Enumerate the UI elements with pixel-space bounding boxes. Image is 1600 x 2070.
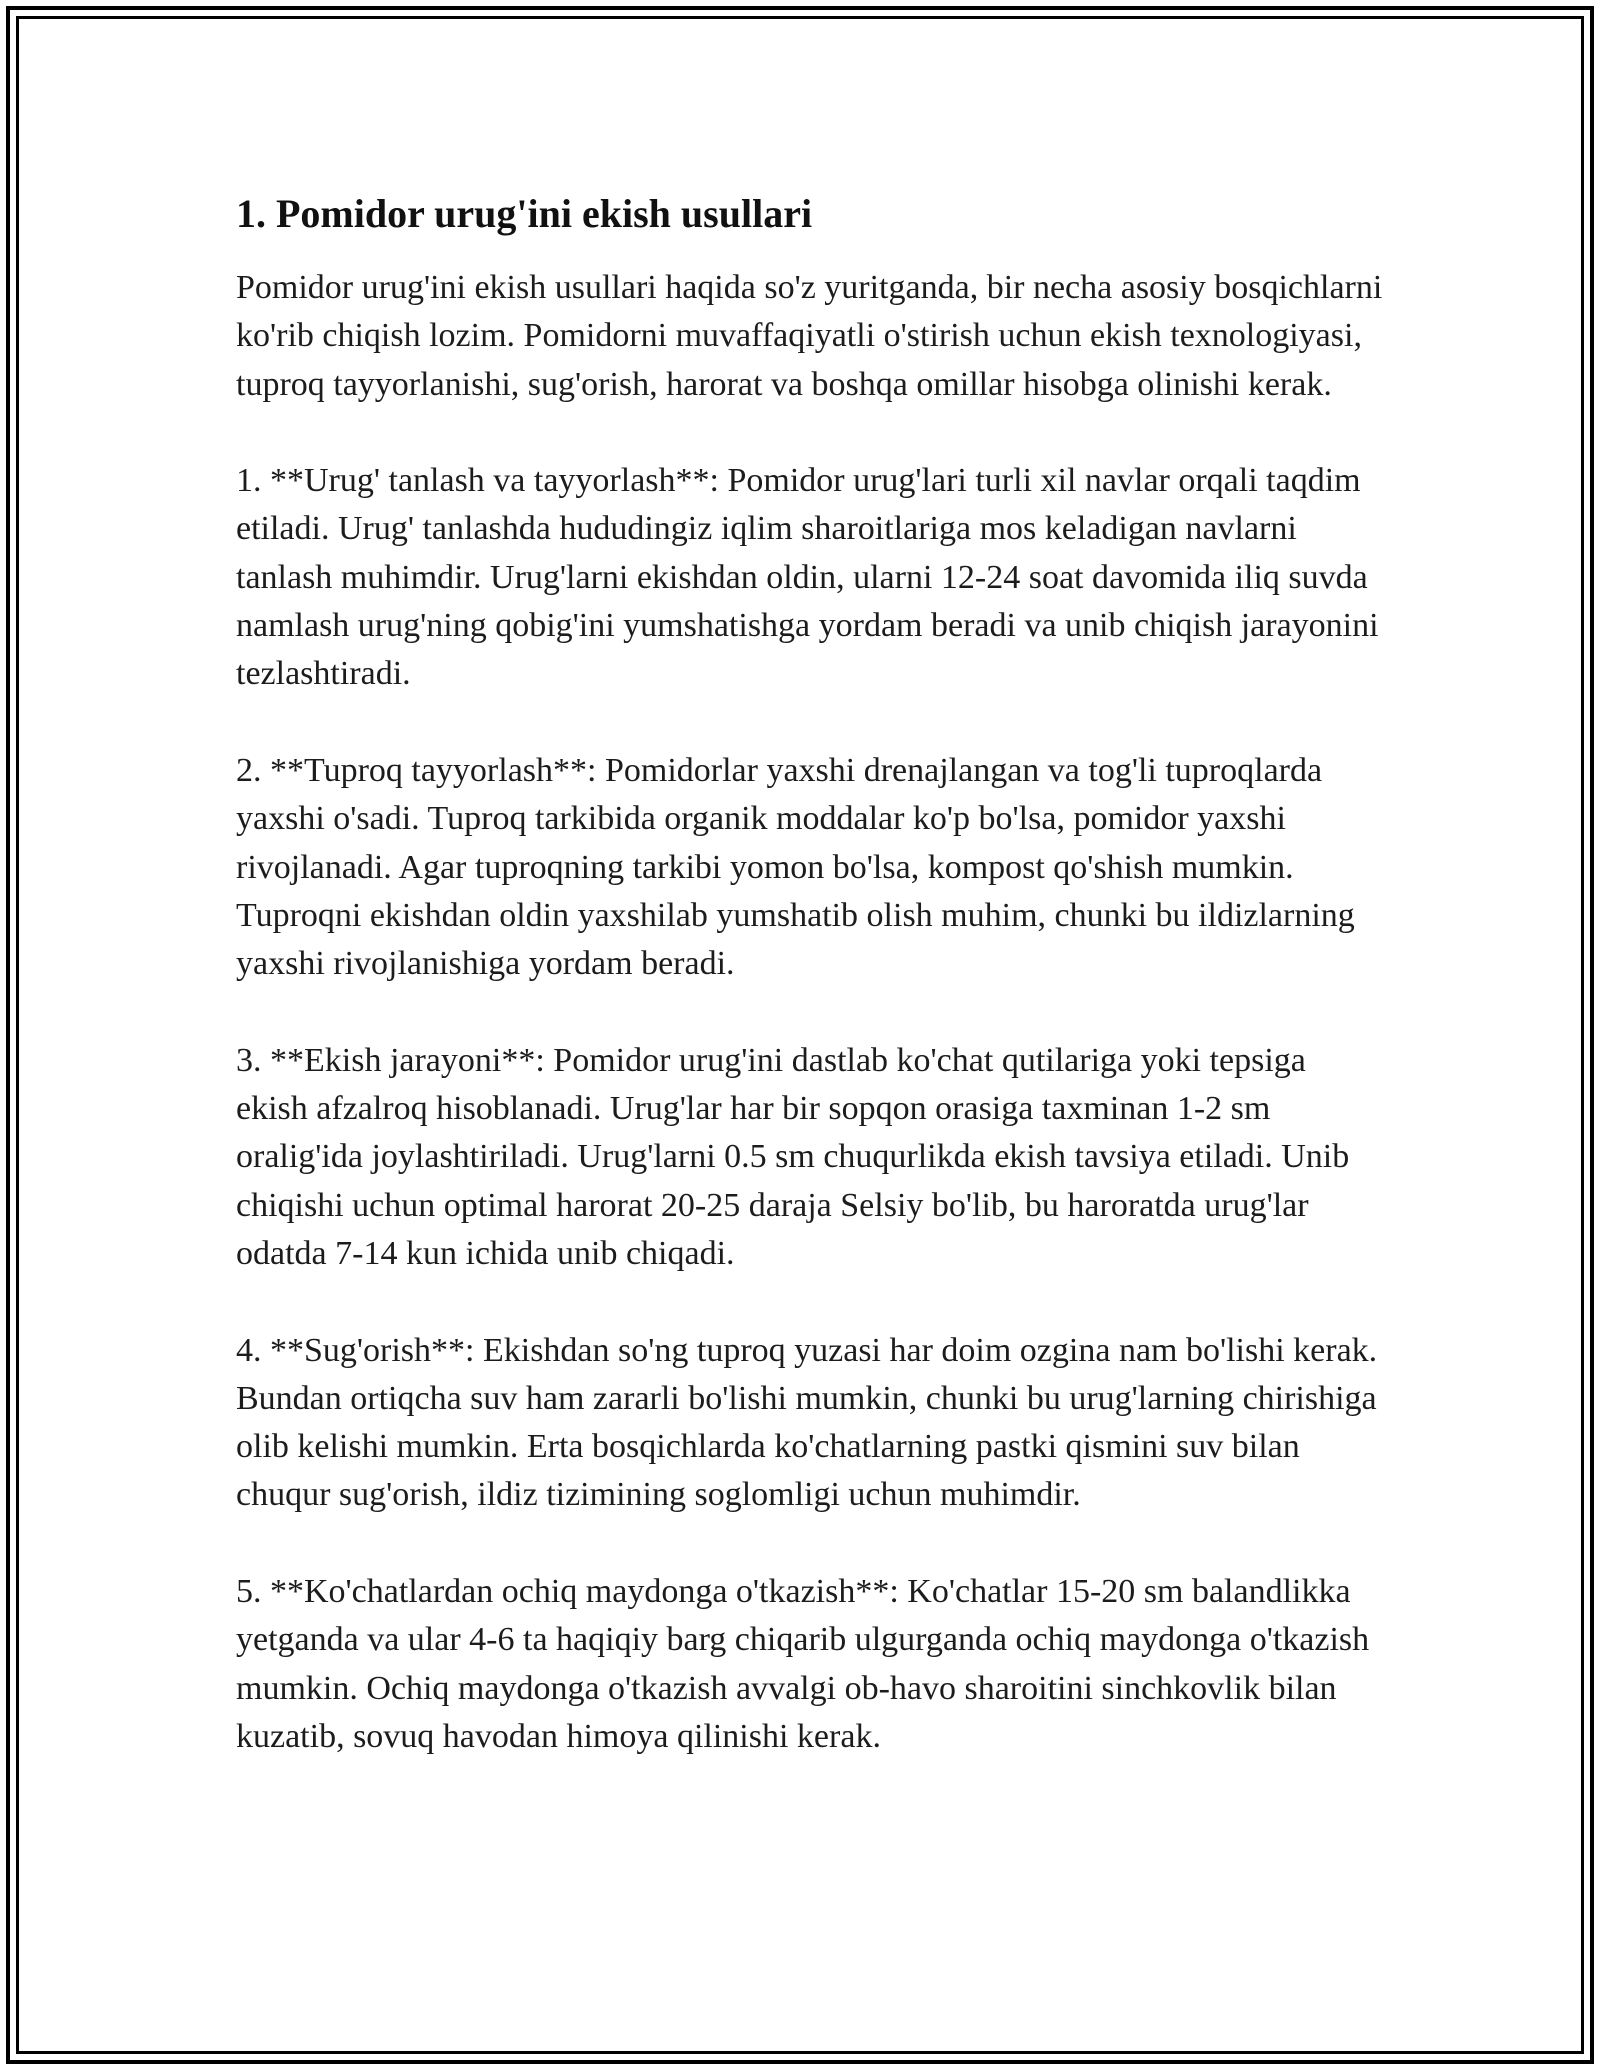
- section-paragraph-watering: 4. **Sug'orish**: Ekishdan so'ng tuproq yuzasi har doim ozgina nam bo'lishi kerak. Bundan ortiqcha suv ham zararli bo'lishi mumkin, chunki bu urug'larning chirishiga olib kelishi mumkin. Erta bosqichlarda ko'chatlarning pastki qismini suv bilan chuqur sug'orish, ildiz tizimining soglomligi uchun muhimdir.: [236, 1331, 1378, 1514]
- intro-paragraph: Pomidor urug'ini ekish usullari haqida so'z yuritganda, bir necha asosiy bosqichlarni ko'rib chiqish lozim. Pomidorni muvaffaqiyatli o'stirish uchun ekish texnologiyasi, tuproq tayyorlanishi, sug'orish, harorat va boshqa omillar hisobga olinishi kerak.: [236, 269, 1383, 403]
- section-paragraph-transplanting: 5. **Ko'chatlardan ochiq maydonga o'tkazish**: Ko'chatlar 15-20 sm balandlikka yetganda va ular 4-6 ta haqiqiy barg chiqarib ulgurganda ochiq maydonga o'tkazish mumkin. Ochiq maydonga o'tkazish avvalgi ob-havo sharoitini sinchkovlik bilan kuzatib, sovuq havodan himoya qilinishi kerak.: [236, 1573, 1370, 1755]
- document-body: [236, 188, 1386, 1761]
- section-paragraph-sowing-process: 3. **Ekish jarayoni**: Pomidor urug'ini dastlab ko'chat qutilariga yoki tepsiga ekish afzalroq hisoblanadi. Urug'lar har bir sopqon orasiga taxminan 1-2 sm oralig'ida joylashtiriladi. Urug'larni 0.5 sm chuqurlikda ekish tavsiya etiladi. Unib chiqishi uchun optimal harorat 20-25 daraja Selsiy bo'lib, bu haroratda urug'lar odatda 7-14 kun ichida unib chiqadi.: [236, 1041, 1350, 1272]
- section-paragraph-soil-preparation: 2. **Tuproq tayyorlash**: Pomidorlar yaxshi drenajlangan va tog'li tuproqlarda yaxshi o'sadi. Tuproq tarkibida organik moddalar ko'p bo'lsa, pomidor yaxshi rivojlanadi. Agar tuproqning tarkibi yomon bo'lsa, kompost qo'shish mumkin. Tuproqni ekishdan oldin yaxshilab yumshatib olish muhim, chunki bu ildizlarning yaxshi rivojlanishiga yordam beradi.: [236, 751, 1355, 983]
- section-paragraph-seed-selection: 1. **Urug' tanlash va tayyorlash**: Pomidor urug'lari turli xil navlar orqali taqdim etiladi. Urug' tanlashda hududingiz iqlim sharoitlariga mos keladigan navlarni tanlash muhimdir. Urug'larni ekishdan oldin, ularni 12-24 soat davomida iliq suvda namlash urug'ning qobig'ini yumshatishga yordam beradi va unib chiqish jarayonini tezlashtiradi.: [236, 462, 1379, 693]
- document-title: 1. Pomidor urug'ini ekish usullari: [236, 191, 813, 236]
